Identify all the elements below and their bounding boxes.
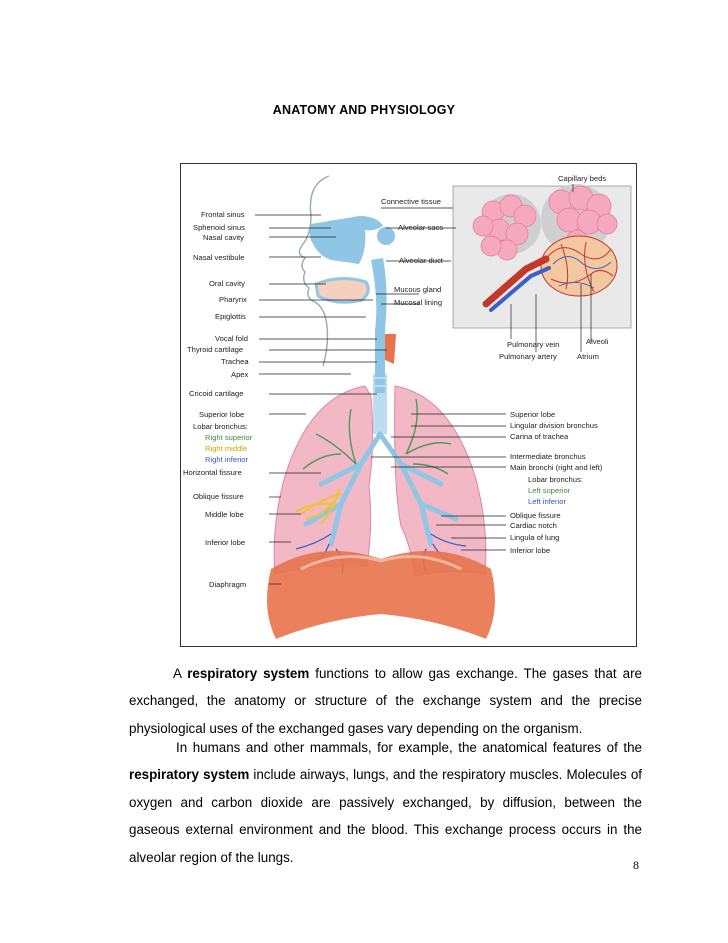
label-superior-lobe-left: Superior lobe bbox=[510, 410, 556, 419]
label-carina: Carina of trachea bbox=[510, 432, 569, 441]
label-lobar-bronchus-left: Lobar bronchus: bbox=[528, 475, 583, 484]
label-inferior-lobe-right: Inferior lobe bbox=[205, 538, 246, 547]
label-lobar-bronchus-right: Lobar bronchus: bbox=[193, 422, 248, 431]
label-right-superior: Right superior bbox=[205, 433, 253, 442]
label-pulmonary-artery: Pulmonary artery bbox=[499, 352, 557, 361]
label-right-inferior: Right inferior bbox=[205, 455, 249, 464]
label-frontal-sinus: Frontal sinus bbox=[201, 210, 245, 219]
label-horizontal-fissure: Horizontal fissure bbox=[183, 468, 242, 477]
label-oblique-fissure-left: Oblique fissure bbox=[510, 511, 561, 520]
thyroid-cartilage-shape bbox=[385, 334, 396, 364]
label-alveoli: Alveoli bbox=[586, 337, 609, 346]
oral-cavity-shape bbox=[316, 278, 368, 302]
label-main-bronchi: Main bronchi (right and left) bbox=[510, 463, 603, 472]
label-lingular-division: Lingular division bronchus bbox=[510, 421, 598, 430]
label-inferior-lobe-left: Inferior lobe bbox=[510, 546, 551, 555]
label-cricoid-cartilage: Cricoid cartilage bbox=[189, 389, 244, 398]
label-pulmonary-vein: Pulmonary vein bbox=[507, 340, 560, 349]
label-pharynx: Pharynx bbox=[219, 295, 247, 304]
label-alveolar-sacs: Alveolar sacs bbox=[398, 223, 444, 232]
label-right-middle: Right middle bbox=[205, 444, 248, 453]
label-oral-cavity: Oral cavity bbox=[209, 279, 245, 288]
pharynx-trachea-shape bbox=[371, 258, 387, 394]
label-vocal-fold: Vocal fold bbox=[215, 334, 248, 343]
head-outline bbox=[299, 176, 329, 366]
label-oblique-fissure-right: Oblique fissure bbox=[193, 492, 244, 501]
respiratory-system-figure bbox=[180, 163, 637, 647]
label-epiglottis: Epiglottis bbox=[215, 312, 246, 321]
label-intermediate-bronchus: Intermediate bronchus bbox=[510, 452, 586, 461]
paragraph-1-bold: respiratory system bbox=[187, 666, 310, 681]
label-lingula: Lingula of lung bbox=[510, 533, 560, 542]
label-capillary-beds: Capillary beds bbox=[558, 174, 607, 183]
label-connective-tissue: Connective tissue bbox=[381, 197, 441, 206]
diaphragm-shape bbox=[267, 551, 495, 639]
sphenoid-sinus-shape bbox=[377, 227, 395, 245]
label-left-superior: Left superior bbox=[528, 486, 571, 495]
paragraph-1-rest: functions to allow gas exchange. The gases that are exchanged, the anatomy or structure of the exchange system and the precise physiological uses of the exchanged gases vary depending on the organism. bbox=[129, 666, 642, 736]
label-trachea: Trachea bbox=[221, 357, 249, 366]
label-alveolar-duct: Alveolar duct bbox=[399, 256, 443, 265]
label-nasal-cavity: Nasal cavity bbox=[203, 233, 244, 242]
label-apex: Apex bbox=[231, 370, 249, 379]
label-mucosal-lining: Mucosal lining bbox=[394, 298, 443, 307]
label-atrium: Atrium bbox=[577, 352, 599, 361]
label-left-inferior: Left inferior bbox=[528, 497, 566, 506]
label-superior-lobe-right: Superior lobe bbox=[199, 410, 245, 419]
paragraph-1 bbox=[129, 660, 642, 742]
paragraph-2-bold: respiratory system bbox=[129, 767, 250, 783]
label-diaphragm: Diaphragm bbox=[209, 580, 247, 589]
label-nasal-vestibule: Nasal vestibule bbox=[193, 253, 245, 262]
trachea bbox=[373, 374, 387, 434]
paragraph-2-rest: include airways, lungs, and the respiratory muscles. Molecules of oxygen and carbon dioxide are passively exchanged, by diffusion, between the gaseous external environment and the blood. This exchange process occurs in the alveolar region of the lungs. bbox=[129, 767, 643, 865]
label-sphenoid-sinus: Sphenoid sinus bbox=[193, 223, 245, 232]
label-thyroid-cartilage: Thyroid cartilage bbox=[187, 345, 244, 354]
page-title: ANATOMY AND PHYSIOLOGY bbox=[272, 103, 456, 117]
label-mucous-gland: Mucous gland bbox=[394, 285, 442, 294]
label-middle-lobe: Middle lobe bbox=[205, 510, 244, 519]
anatomy-illustration bbox=[181, 164, 636, 646]
page-number: 8 bbox=[633, 858, 639, 872]
paragraph-1-prefix: A bbox=[173, 666, 182, 681]
paragraph-2 bbox=[129, 734, 642, 871]
label-cardiac-notch: Cardiac notch bbox=[510, 521, 557, 530]
paragraph-2-prefix: In humans and other mammals, for example, the anatomical features of the bbox=[176, 740, 642, 755]
